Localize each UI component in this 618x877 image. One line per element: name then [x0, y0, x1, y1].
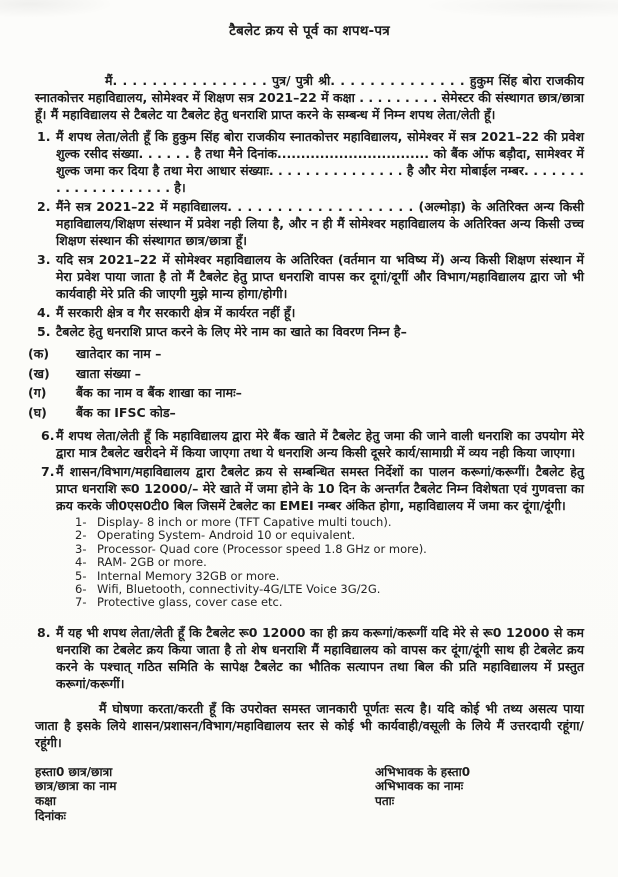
spec-item-processor-text: Processor- Quad core (Processor speed 1.8 GHz or more).	[97, 541, 427, 556]
oath-item-7-text: मैं शासन/विभाग/महाविद्यालय द्वारा टैबलेट क्रय से सम्बन्धित समस्त निर्देशों का पालन करूगां/करूगीं। टैबलेट हेतु प्राप्त धनराशि रू0 12000/– मेरे खाते में जमा होने के 10 दिन के अन्तर्गत टैबलेट निम्न विशेषता एवं गुणवत्ता का क्रय करके जी0एस0टी0 बिल जिसमें टेबलेट का EMEI नम्बर अंकित होगा, महाविद्यालय में जमा कर दूंगा/दूंगी।	[56, 464, 584, 513]
spec-item-os-number: 2-	[75, 528, 87, 543]
account-field-account-number-text: खाता संख्या –	[76, 365, 142, 381]
account-field-holder-name-label: (क)	[28, 346, 50, 361]
account-field-ifsc-code-text: बैंक का IFSC कोड–	[76, 404, 176, 420]
oath-item-2	[35, 198, 584, 249]
spec-item-ram-number: 4-	[75, 555, 87, 570]
student-name-label: छात्र/छात्रा का नाम	[35, 779, 117, 794]
account-field-bank-branch-text: बैंक का नाम व बैंक शाखा का नामः–	[76, 385, 242, 400]
spec-item-display-text: Display- 8 inch or more (TFT Capative multi touch).	[97, 515, 392, 529]
declaration-paragraph: मैं घोषणा करता/करती हूँ कि उपरोक्त समस्त जानकारी पूर्णतः सत्य है। यदि कोई भी तथ्य असत्य पाया जाता है इसके लिये शासन/प्रशासन/विभाग/महाविद्यालय स्तर से कोई भी कार्यवाही/वसूली के लिये मैं उत्तरदायी रहूंगा/रहूंगी।	[35, 700, 584, 750]
date-label: दिनांकः	[35, 808, 66, 823]
oath-item-4-number: 4.	[37, 305, 51, 320]
oath-item-6	[35, 427, 584, 461]
spec-item-connectivity-text: Wifi, Bluetooth, connectivity-4G/LTE Voice 3G/2G.	[97, 582, 381, 597]
doc-title: टैबलेट क्रय से पूर्व का शपथ-पत्र	[229, 23, 390, 39]
oath-item-1-number: 1.	[37, 129, 51, 144]
guardian-name-label: अभिभावक का नामः	[375, 779, 464, 794]
account-field-account-number-label: (ख)	[28, 365, 50, 381]
tablet-spec-list	[75, 516, 584, 610]
spec-item-display	[75, 516, 584, 529]
spec-item-memory-text: Internal Memory 32GB or more.	[97, 568, 280, 583]
spec-item-accessories-text: Protective glass, cover case etc.	[97, 595, 283, 610]
oath-item-5	[35, 323, 584, 340]
opening-paragraph: मैं. . . . . . . . . . . . . . . . पुत्र/ पुत्री श्री. . . . . . . . . . . . . . हुकुम सिंह बोरा राजकीय स्नातकोत्तर महाविद्यालय, सोमेश्वर में शिक्षण सत्र 2021–22 में कक्षा . . . . . . . . . सेमेस्टर की संस्थागत छात्र/छात्रा हूँ। मैं महाविद्यालय से टैबलेट या टैबलेट हेतु धनराशि प्राप्त करने के सम्बन्ध में निम्न शपथ लेता/लेती हूँ।	[35, 73, 584, 122]
oath-item-7	[35, 463, 584, 514]
oath-item-7-number: 7.	[41, 464, 55, 479]
spec-item-accessories	[75, 596, 584, 609]
oath-item-2-text: मैंने सत्र 2021–22 में महाविद्यालय. . . . . . . . . . . . . . . . . . . (अल्मोड़ा) के अतिरिक्त अन्य किसी महाविद्यालय/शिक्षण संस्थान में प्रवेश नही लिया है, और न ही मैं सोमेश्वर महाविद्यालय के अतिरिक्त अन्य किसी उच्च शिक्षण संस्थान की संस्थागत छात्र/छात्रा हूँ।	[56, 199, 584, 248]
spec-item-ram-text: RAM- 2GB or more.	[97, 555, 207, 570]
bank-account-fields	[28, 346, 584, 421]
oath-item-8-text: मैं यह भी शपथ लेता/लेती हूँ कि टैबलेट रू0 12000 का ही क्रय करूगां/करूगीं यदि मेरे से रू0 12000 से कम धनराशि का टेबलेट क्रय किया जाता है तो शेष धनराशि मैं महाविद्यालय को वापस कर दूंगा/दूंगी साथ ही टेबलेट क्रय करने के पश्चात् गठित समिति के सापेक्ष टैबलेट का भौतिक सत्यापन तथा बिल की प्रति महाविद्यालय में प्रस्तुत करूगां/करूगीं।	[56, 624, 584, 691]
spec-item-memory	[75, 570, 584, 583]
oath-item-8-number: 8.	[37, 624, 51, 640]
spec-item-memory-number: 5-	[75, 568, 87, 583]
oath-item-1	[35, 128, 584, 196]
oath-item-2-number: 2.	[37, 199, 51, 214]
account-field-bank-branch-label: (ग)	[28, 385, 47, 400]
oath-item-4	[35, 304, 584, 321]
account-field-bank-branch	[28, 385, 584, 402]
guardian-address-label: पताः	[375, 794, 395, 809]
oath-item-6-text: मैं शपथ लेता/लेती हूँ कि महाविद्यालय द्वारा मेरे बैंक खाते में टैबलेट हेतु जमा की जाने वाली धनराशि का उपयोग मेरे द्वारा मात्र टैबलेट खरीदने में किया जाएगा तथा ये धनराशि अन्य किसी दूसरे कार्य/सामाग्री में व्यय नही किया जाएगा।	[56, 428, 584, 460]
spec-item-connectivity	[75, 583, 584, 596]
guardian-signature-block	[375, 765, 584, 823]
spec-item-accessories-number: 7-	[75, 595, 87, 610]
account-field-account-number	[28, 366, 584, 383]
spec-item-display-number: 1-	[75, 515, 87, 529]
oath-item-4-text: मैं सरकारी क्षेत्र व गैर सरकारी क्षेत्र में कार्यरत नहीं हूँ।	[56, 305, 296, 320]
spec-item-os	[75, 529, 584, 542]
spec-item-connectivity-number: 6-	[75, 582, 87, 597]
student-class-label: कक्षा	[35, 794, 56, 809]
spec-item-processor	[75, 543, 584, 556]
guardian-signature-label: अभिभावक के हस्ता0	[375, 764, 471, 779]
student-signature-block	[35, 765, 375, 823]
oath-item-6-number: 6.	[41, 428, 55, 443]
student-signature-label: हस्ता0 छात्र/छात्रा	[35, 764, 113, 779]
oath-item-5-text: टैबलेट हेतु धनराशि प्राप्त करने के लिए मेरे नाम का खाते का विवरण निम्न है–	[56, 324, 407, 339]
account-field-holder-name	[28, 346, 584, 363]
account-field-ifsc-code-label: (घ)	[28, 404, 47, 420]
spec-item-processor-number: 3-	[75, 541, 87, 556]
oath-item-1-text: मैं शपथ लेता/लेती हूँ कि हुकुम सिंह बोरा राजकीय स्नातकोत्तर महाविद्यालय, सोमेश्वर में सत्र 2021–22 की प्रवेश शुल्क रसीद संख्या. . . . . . है तथा मैने दिनांक................................ को बैंक ऑफ बड़ौदा, सामेश्वर में शुल्क जमा कर दिया है तथा मेरा आधार संख्याः. . . . . . . . . . . . . . . है और मेरा मोबाईल नम्बर. . . . . . . . . . . . . . . . . . . . है।	[56, 129, 584, 195]
signature-section	[35, 765, 584, 823]
oath-item-3-number: 3.	[37, 252, 51, 267]
spec-item-ram	[75, 556, 584, 569]
account-field-holder-name-text: खातेदार का नाम –	[76, 346, 162, 361]
account-field-ifsc-code	[28, 405, 584, 422]
oath-item-3-text: यदि सत्र 2021–22 में सोमेश्वर महाविद्यालय के अतिरिक्त (वर्तमान या भविष्य में) अन्य किसी शिक्षण संस्थान में मेरा प्रवेश पाया जाता है तो मैं टैबलेट हेतु प्राप्त धनराशि वापस कर दूगां/दूगीं और विभाग/महाविद्यालय द्वारा जो भी कार्यवाही मेरे प्रति की जाएगी मुझे मान्य होगा/होगी।	[56, 252, 584, 301]
spec-item-os-text: Operating System- Android 10 or equivalent.	[97, 528, 356, 543]
oath-item-8	[35, 624, 584, 692]
oath-item-3	[35, 251, 584, 302]
oath-item-5-number: 5.	[37, 324, 51, 339]
